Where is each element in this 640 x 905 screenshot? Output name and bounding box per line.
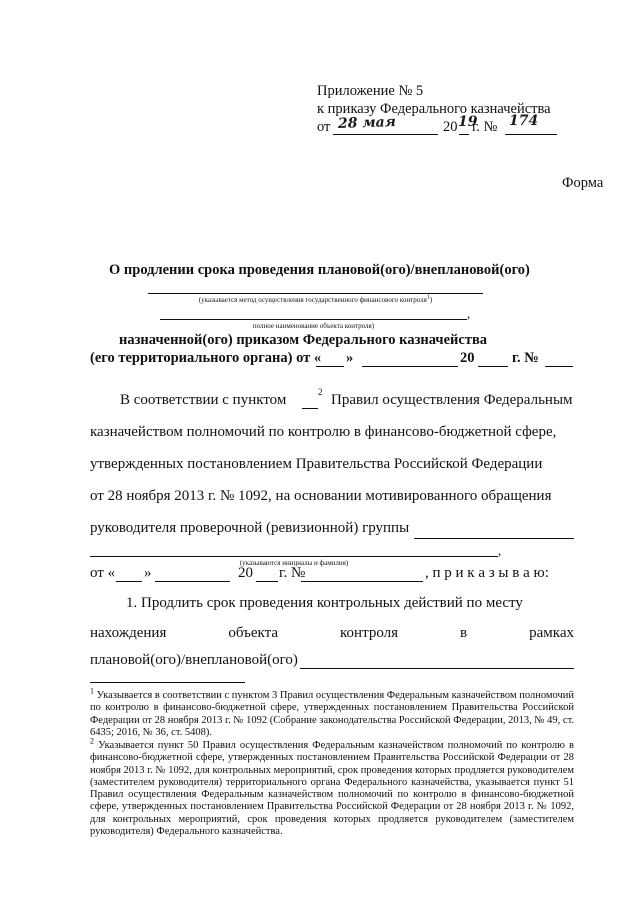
order-year-line	[256, 581, 278, 582]
item1-line3: плановой(ого)/внеплановой(ого)	[90, 652, 298, 668]
order-word: , п р и к а з ы в а ю:	[425, 565, 549, 581]
appendix-order-ref: к приказу Федерального казначейства	[317, 101, 551, 117]
initials-caption: (указываются инициалы и фамилия)	[239, 559, 349, 567]
appendix-year-suffix: г. №	[472, 119, 498, 135]
order-date-c: 20	[238, 565, 253, 581]
body-p1-b: Правил осуществления Федеральным	[331, 392, 573, 408]
order-date-d: г. №	[279, 565, 306, 581]
item1-word3: контроля	[340, 625, 399, 641]
body-p1-line4: от 28 ноября 2013 г. № 1092, на основании мотивированного обращения	[90, 488, 552, 504]
order-day-line	[116, 581, 142, 582]
order-month-line	[155, 581, 230, 582]
item1-word2: объекта	[228, 625, 279, 641]
body-point-line	[302, 408, 318, 409]
appendix-number-line	[505, 134, 557, 135]
body-p1-line3: утвержденных постановлением Правительства Российской Федерации	[90, 456, 543, 472]
object-comma: ,	[467, 306, 471, 321]
appendix-date-line	[333, 134, 438, 135]
item1-line2	[90, 625, 574, 642]
order-date-line	[90, 565, 590, 585]
appendix-number-handwritten: 174	[509, 113, 539, 129]
appendix-title: Приложение № 5	[317, 83, 424, 99]
order-date-a: от «	[90, 565, 116, 581]
body-p1-line5: руководителя проверочной (ревизионной) группы	[90, 520, 410, 536]
item1-word5: рамках	[529, 625, 574, 641]
item1-method-line	[300, 668, 574, 669]
heading-number-line	[545, 366, 573, 367]
item1-word4: в	[460, 625, 468, 641]
heading-line1: О продлении срока проведения плановой(ого)/внеплановой(ого)	[109, 262, 530, 278]
heading-line3-a: (его территориального органа) от «	[90, 350, 322, 366]
method-line	[148, 293, 483, 294]
heading-day-line	[316, 366, 344, 367]
appendix-date-handwritten: 28 мая	[337, 113, 397, 133]
appendix-year-printed: 20	[443, 119, 458, 135]
footnote-2-mark: 2	[90, 736, 94, 746]
footnote-1-mark: 1	[90, 686, 94, 696]
order-date-b: »	[144, 565, 152, 581]
heading-line3	[90, 350, 590, 370]
heading-line3-b: »	[346, 350, 354, 366]
form-label: Форма	[562, 175, 604, 191]
footnote-2	[90, 736, 575, 838]
method-caption-footnote-mark: 1	[426, 294, 430, 301]
appendix-date-prefix: от	[317, 119, 331, 135]
method-caption-text: (указывается метод осуществления государственного финансового контроля	[198, 296, 427, 304]
heading-month-line	[362, 366, 458, 367]
appendix-year-handwritten: 19	[458, 114, 478, 130]
method-caption-end: )	[429, 296, 433, 304]
footnote-separator	[90, 682, 245, 683]
object-caption: полное наименование объекта контроля)	[252, 322, 375, 330]
group-leader-line	[414, 538, 574, 539]
initials-comma: ,	[498, 543, 502, 558]
body-p1-line2: казначейством полномочий по контролю в финансово-бюджетной сфере,	[90, 424, 557, 440]
item1-line1: 1. Продлить срок проведения контрольных действий по месту	[126, 595, 523, 611]
heading-line2: назначенной(ого) приказом Федерального казначейства	[119, 332, 488, 348]
heading-line3-c: 20	[460, 350, 475, 366]
body-p1-a: В соответствии с пунктом	[120, 392, 287, 408]
order-number-line	[301, 581, 423, 582]
footnote-1	[90, 686, 575, 739]
body-p1-sup: 2	[318, 387, 323, 397]
heading-line3-d: г. №	[512, 350, 539, 366]
object-line	[160, 319, 467, 320]
heading-year-line	[478, 366, 508, 367]
appendix-year-line	[459, 134, 469, 135]
method-caption	[148, 296, 483, 304]
body-p1-line1	[120, 387, 580, 412]
footnote-2-text: Указывается пункт 50 Правил осуществления Федеральным казначейством полномочий по контролю в финансово-бюджетной сфере, утвержденных постановлением Правительства Российской Федерации от 28 ноября 2013 г. № 1092, для контрольных мероприятий, срок проведения которых продляется руководителем (заместителем руководителя) территориального органа Федерального казначейства, указывается пункт 51 Правил осуществления Федеральным казначейством полномочий по контролю в финансово-бюджетной сфере, утвержденных постановлением Правительства Российской Федерации от 28 ноября 2013 г. № 1092, для контрольных мероприятий, срок проведения которых продляется руководителем (заместителем руководителя) Федерального казначейства.	[90, 740, 575, 838]
initials-line	[90, 556, 498, 557]
footnote-1-text: Указывается в соответствии с пунктом 3 Правил осуществления Федеральным казначейством полномочий по контролю в финансово-бюджетной сфере, утвержденных постановлением Правительства Российской Федерации от 28 ноября 2013 г. № 1092 (Собрание законодательства Российской Федерации, 2013, № 49, ст. 6435; 2016, № 36, ст. 5408).	[90, 690, 575, 738]
item1-word1: нахождения	[90, 625, 167, 641]
